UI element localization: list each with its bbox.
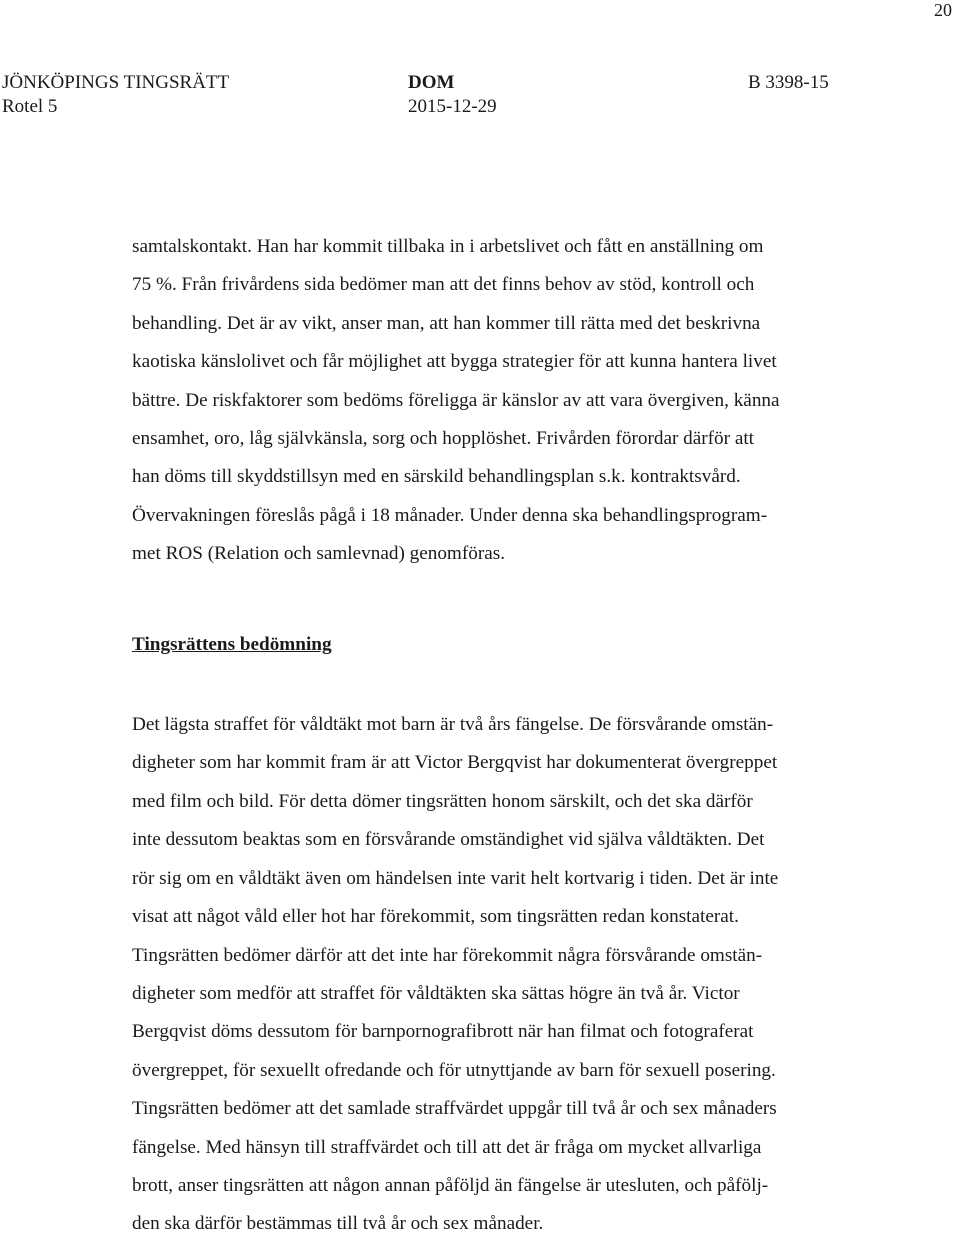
text-line: Tingsrätten bedömer att det samlade straffvärdet uppgår till två år och sex månaders <box>132 1098 777 1120</box>
text-line: med film och bild. För detta dömer tingsrätten honom särskilt, och det ska därför <box>132 790 753 812</box>
department: Rotel 5 <box>2 96 58 117</box>
text-line: behandling. Det är av vikt, anser man, att han kommer till rätta med det beskrivna <box>132 312 761 334</box>
document-type: DOM <box>408 72 455 93</box>
text-line: 75 %. Från frivårdens sida bedömer man att det finns behov av stöd, kontroll och <box>132 274 755 296</box>
text-line: ensamhet, oro, låg självkänsla, sorg och hopplöshet. Frivården förordar därför att <box>132 428 755 450</box>
text-line: kaotiska känslolivet och får möjlighet att bygga strategier för att kunna hantera livet <box>132 351 777 373</box>
text-line: samtalskontakt. Han har kommit tillbaka in i arbetslivet och fått en anställning om <box>132 236 764 257</box>
document-header <box>0 0 960 130</box>
text-line: Det lägsta straffet för våldtäkt mot barn är två års fängelse. De försvårande omstän- <box>132 714 774 736</box>
text-line: Bergqvist döms dessutom för barnpornografibrott när han filmat och fotograferat <box>132 1021 754 1043</box>
text-line: rör sig om en våldtäkt även om händelsen inte varit helt kortvarig i tiden. Det är inte <box>132 867 779 889</box>
text-line: digheter som har kommit fram är att Victor Bergqvist har dokumenterat övergreppet <box>132 752 778 774</box>
text-line: inte dessutom beaktas som en försvårande omständighet vid själva våldtäkten. Det <box>132 829 765 851</box>
court-name: JÖNKÖPINGS TINGSRÄTT <box>2 72 230 93</box>
section-heading: Tingsrättens bedömning <box>132 633 332 655</box>
text-line: brott, anser tingsrätten att någon annan påföljd än fängelse är utesluten, och påfölj- <box>132 1174 769 1196</box>
text-line: met ROS (Relation och samlevnad) genomföras. <box>132 543 506 565</box>
text-line: han döms till skyddstillsyn med en särskild behandlingsplan s.k. kontraktsvård. <box>132 466 741 488</box>
text-line: den ska därför bestämmas till två år och sex månader. <box>132 1213 544 1235</box>
text-line: fängelse. Med hänsyn till straffvärdet och till att det är fråga om mycket allvarliga <box>132 1136 762 1158</box>
text-line: Övervakningen föreslås pågå i 18 månader. Under denna ska behandlingsprogram- <box>132 504 768 526</box>
text-line: övergreppet, för sexuellt ofredande och för utnyttjande av barn för sexuell posering. <box>132 1059 776 1081</box>
page-number: 20 <box>934 0 952 20</box>
text-line: Tingsrätten bedömer därför att det inte har förekommit några försvårande omstän- <box>132 944 763 966</box>
document-date: 2015-12-29 <box>408 96 497 117</box>
case-number: B 3398-15 <box>748 72 829 93</box>
text-line: bättre. De riskfaktorer som bedöms föreligga är känslor av att vara övergiven, känna <box>132 389 780 411</box>
document-body <box>132 228 882 1244</box>
text-line: visat att något våld eller hot har förekommit, som tingsrätten redan konstaterat. <box>132 906 739 928</box>
text-line: digheter som medför att straffet för våldtäkten ska sättas högre än två år. Victor <box>132 982 740 1004</box>
paragraph-frivarden <box>132 228 882 574</box>
paragraph-bedomning <box>132 706 882 1244</box>
